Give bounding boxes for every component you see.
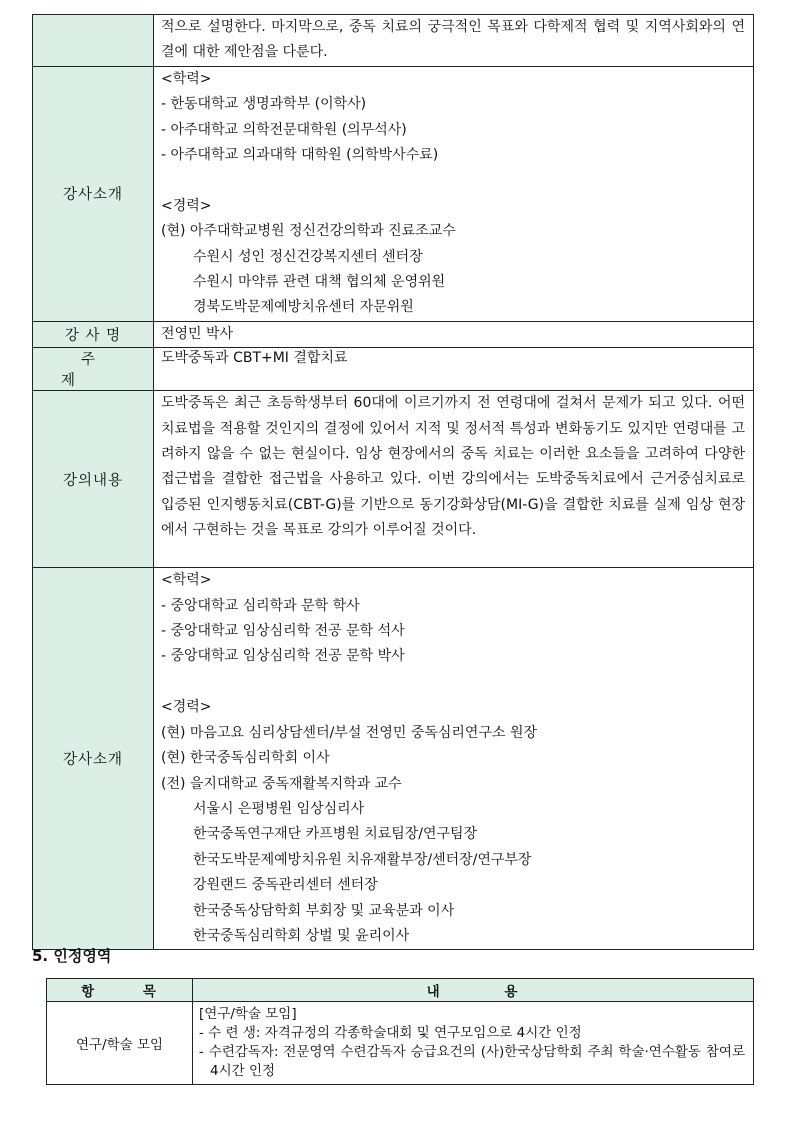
career-item: 한국중독상담학회 부회장 및 교육분과 이사	[193, 902, 455, 919]
row-header: [연구/학술 모임]	[199, 1006, 297, 1022]
speaker-label: 강 사 명	[33, 321, 154, 347]
table-row	[33, 66, 754, 321]
header-content: 내 용	[193, 979, 754, 1002]
career-item: 수원시 성인 정신건강복지센터 센터장	[193, 248, 423, 265]
career-item: 서울시 은평병원 임상심리사	[193, 800, 365, 817]
career-header: <경력>	[161, 197, 212, 214]
education-item: - 한동대학교 생명과학부 (이학사)	[161, 96, 367, 113]
education-item: - 중앙대학교 임상심리학 전공 문학 석사	[161, 623, 405, 640]
career-item: (전) 을지대학교 중독재활복지학과 교수	[161, 775, 402, 792]
recognition-table	[46, 978, 754, 1085]
lecture-info-table	[32, 14, 754, 950]
table-row	[33, 568, 754, 950]
table-row	[33, 391, 754, 568]
career-item: 경북도박문제예방치유센터 자문위원	[193, 299, 414, 316]
career-item: 한국도박문제예방치유원 치유재활부장/센터장/연구부장	[193, 851, 532, 868]
section-title: 5. 인정영역	[32, 947, 112, 965]
table-row	[33, 348, 754, 391]
table-row	[33, 321, 754, 347]
row-item: - 수 련 생: 자격규정의 각종학술대회 및 연구모임으로 4시간 인정	[199, 1025, 582, 1041]
career-item: 한국중독연구재단 카프병원 치료팀장/연구팀장	[193, 826, 478, 843]
speaker-name: 전영민 박사	[154, 321, 754, 347]
career-item: 한국중독심리학회 상벌 및 윤리이사	[193, 927, 410, 944]
education-item: - 중앙대학교 임상심리학 전공 문학 박사	[161, 648, 405, 665]
education-header: <학력>	[161, 70, 212, 87]
education-header: <학력>	[161, 572, 212, 589]
career-item: (현) 아주대학교병원 정신건강의학과 진료조교수	[161, 223, 456, 240]
lecture1-description-tail: 적으로 설명한다. 마지막으로, 중독 치료의 궁극적인 목표와 다학제적 협력 및 지역사회와의 연결에 대한 제안점을 다룬다.	[154, 15, 754, 67]
lecture2-bio-label: 강사소개	[33, 568, 154, 950]
table-header-row	[47, 979, 754, 1002]
career-item: 강원랜드 중독관리센터 센터장	[193, 877, 378, 894]
career-header: <경력>	[161, 699, 212, 716]
lecture1-bio-label: 강사소개	[33, 66, 154, 321]
education-item: - 중앙대학교 심리학과 문학 학사	[161, 597, 360, 614]
lecture-content: 도박중독은 최근 초등학생부터 60대에 이르기까지 전 연령대에 걸쳐서 문제가 되고 있다. 어떤 치료법을 적용할 것인지의 결정에 있어서 지적 및 정서적 특성과 변화동기도 있지만 연령대를 고려하지 않을 수 없는 현실이다. 임상 현장에서의 중독 치료는 이러한 요소들을 고려하여 다양한 접근법을 결합한 접근법을 사용하고 있다. 이번 강의에서는 도박중독치료에서 근거중심치료로 입증된 인지행동치료(CBT-G)를 기반으로 동기강화상담(MI-G)을 결합한 치료를 실제 임상 현장에서 구현하는 것을 목표로 강의가 이루어질 것이다.	[154, 391, 754, 568]
content-label: 강의내용	[33, 391, 154, 568]
row-item: - 수련감독자: 전문영역 수련감독자 승급요건의 (사)한국상담학회 주최 학술·연수활동 참여로 4시간 인정	[199, 1044, 745, 1079]
empty-label-cell	[33, 15, 154, 67]
lecture2-bio	[154, 568, 754, 950]
row-content	[193, 1002, 754, 1085]
row-label: 연구/학술 모임	[47, 1002, 193, 1085]
education-item: - 아주대학교 의학전문대학원 (의무석사)	[161, 121, 407, 138]
education-item: - 아주대학교 의과대학 대학원 (의학박사수료)	[161, 147, 439, 164]
topic-label: 주 제	[33, 348, 154, 391]
lecture1-bio	[154, 66, 754, 321]
career-item: (현) 한국중독심리학회 이사	[161, 750, 330, 767]
topic-text: 도박중독과 CBT+MI 결합치료	[154, 348, 754, 391]
table-row	[47, 1002, 754, 1085]
header-item: 항 목	[47, 979, 193, 1002]
career-item: (현) 마음고요 심리상담센터/부설 전영민 중독심리연구소 원장	[161, 724, 537, 741]
career-item: 수원시 마약류 관련 대책 협의체 운영위원	[193, 274, 446, 291]
table-row	[33, 15, 754, 67]
